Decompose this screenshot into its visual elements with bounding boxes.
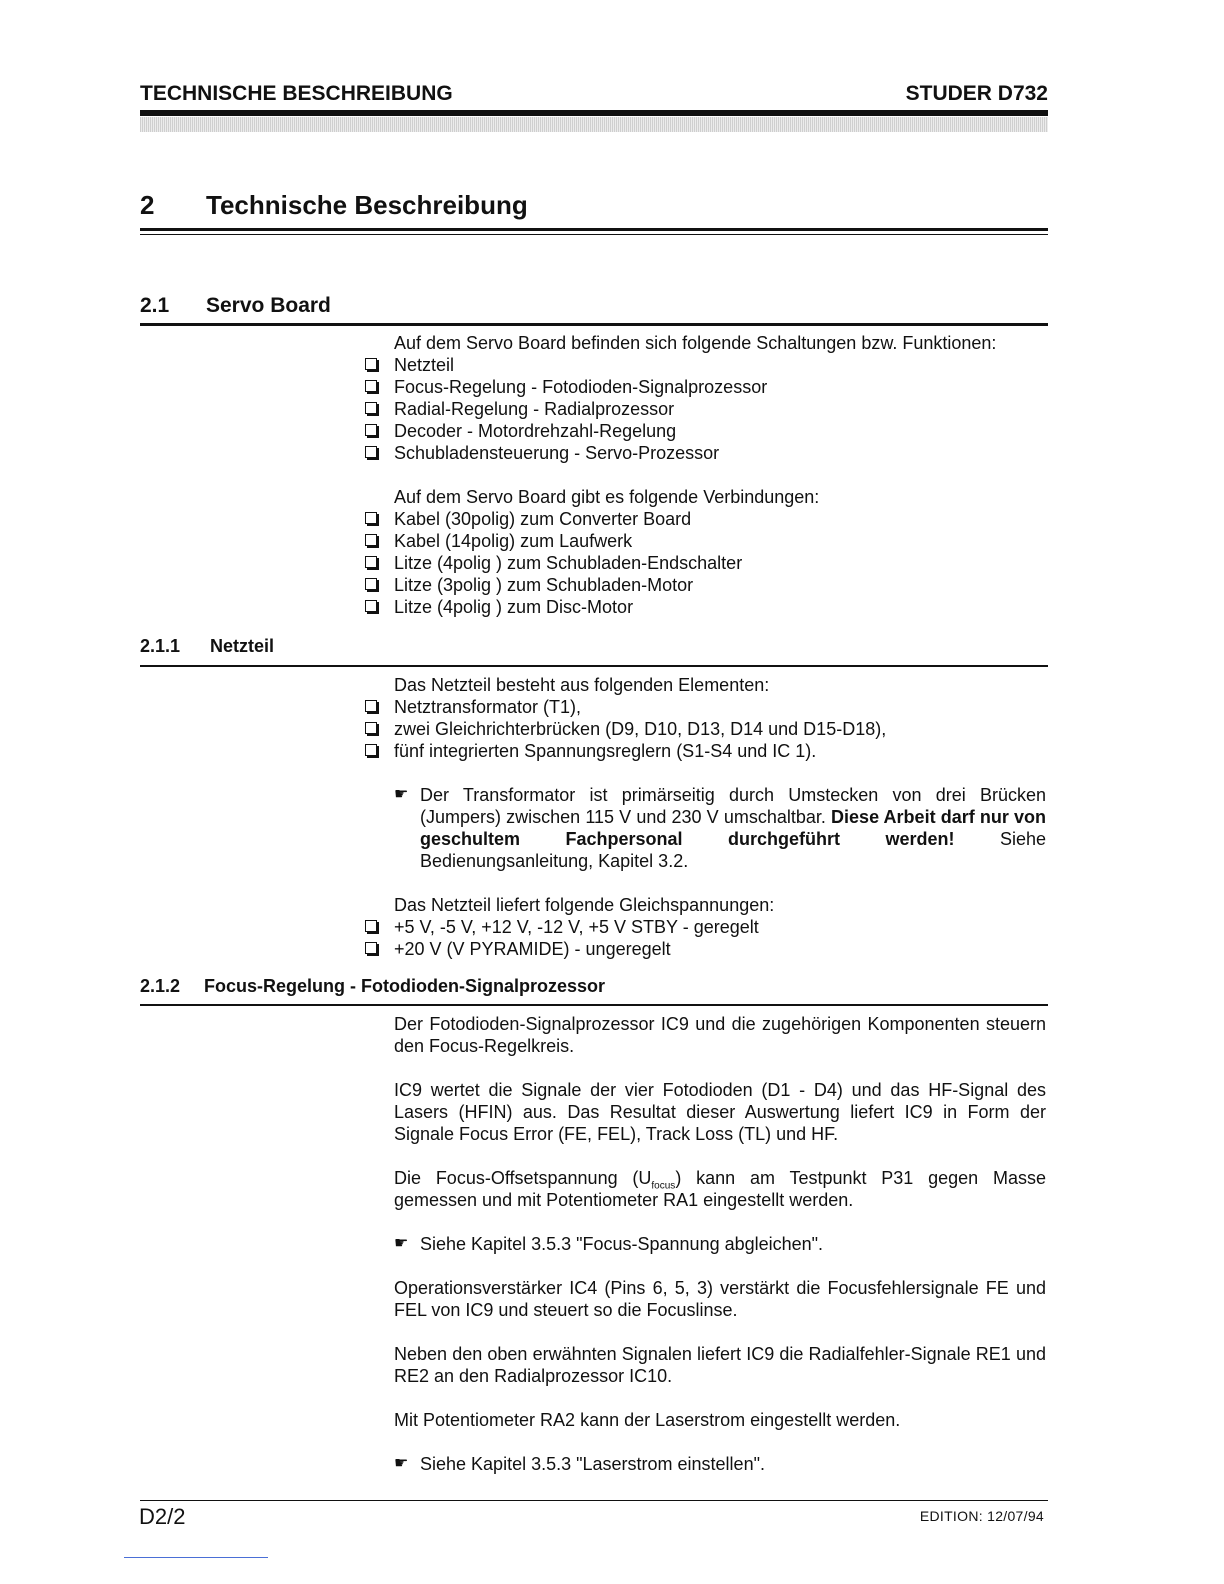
- list-item: Netzteil: [394, 354, 1046, 376]
- connections-intro: Auf dem Servo Board gibt es folgende Verbindungen:: [394, 487, 820, 507]
- pointing-hand-icon: ☛: [394, 1455, 409, 1472]
- list-item: +5 V, -5 V, +12 V, -12 V, +5 V STBY - geregelt: [394, 916, 1046, 938]
- section-number: 2.1.1: [140, 636, 181, 656]
- section-content-2-1-1: [394, 674, 1046, 960]
- paragraph: IC9 wertet die Signale der vier Fotodioden (D1 - D4) und das HF-Signal des Lasers (HFIN) aus. Das Resultat dieser Auswertung liefert IC9 in Form der Signale Focus Error (FE, FEL), Track Loss (TL) und HF.: [394, 1080, 1046, 1144]
- chapter-text: Technische Beschreibung: [206, 190, 528, 220]
- list-item: Focus-Regelung - Fotodioden-Signalprozessor: [394, 376, 1046, 398]
- section-text: Servo Board: [206, 294, 331, 317]
- section-content-2-1-2: [394, 1013, 1046, 1475]
- checkbox-bullet-icon: [365, 380, 377, 392]
- voltages-list: [394, 916, 1046, 960]
- header-title: TECHNISCHE BESCHREIBUNG: [140, 82, 453, 105]
- paragraph: Der Fotodioden-Signalprozessor IC9 und die zugehörigen Komponenten steuern den Focus-Regelkreis.: [394, 1014, 1046, 1056]
- list-item: fünf integrierten Spannungsreglern (S1-S4 und IC 1).: [394, 740, 1046, 762]
- functions-intro: Auf dem Servo Board befinden sich folgende Schaltungen bzw. Funktionen:: [394, 333, 997, 353]
- checkbox-bullet-icon: [365, 744, 377, 756]
- list-item: Kabel (30polig) zum Converter Board: [394, 508, 1046, 530]
- warning-text: Diese Arbeit darf nur von geschultem Fachpersonal durchgeführt werden!: [420, 807, 1047, 849]
- list-item: Netztransformator (T1),: [394, 696, 1046, 718]
- paragraph: Neben den oben erwähnten Signalen liefert IC9 die Radialfehler-Signale RE1 und RE2 an den Radialprozessor IC10.: [394, 1344, 1046, 1386]
- checkbox-bullet-icon: [365, 402, 377, 414]
- pointing-hand-icon: ☛: [394, 1235, 409, 1252]
- header-product: STUDER D732: [905, 82, 1048, 105]
- section-text: Netzteil: [210, 636, 275, 656]
- section-number: 2.1.2: [140, 976, 181, 996]
- list-item: Decoder - Motordrehzahl-Regelung: [394, 420, 1046, 442]
- pointing-hand-icon: ☛: [394, 786, 409, 803]
- chapter-rule-thin: [140, 234, 1048, 235]
- checkbox-bullet-icon: [365, 578, 377, 590]
- subscript: focus: [651, 1180, 676, 1192]
- section-number: 2.1: [140, 294, 170, 317]
- reference-note: ☛ Siehe Kapitel 3.5.3 "Laserstrom einstellen".: [394, 1454, 765, 1474]
- checkbox-bullet-icon: [365, 722, 377, 734]
- paragraph: Operationsverstärker IC4 (Pins 6, 5, 3) verstärkt die Focusfehlersignale FE und FEL von IC9 und steuert so die Focuslinse.: [394, 1278, 1046, 1320]
- footer-rule: [140, 1500, 1048, 1501]
- checkbox-bullet-icon: [365, 700, 377, 712]
- checkbox-bullet-icon: [365, 424, 377, 436]
- list-item: Litze (4polig ) zum Schubladen-Endschalter: [394, 552, 1046, 574]
- checkbox-bullet-icon: [365, 512, 377, 524]
- list-item: Radial-Regelung - Radialprozessor: [394, 398, 1046, 420]
- reference-note: ☛ Siehe Kapitel 3.5.3 "Focus-Spannung abgleichen".: [394, 1234, 824, 1254]
- elements-list: [394, 696, 1046, 762]
- header-band: [140, 117, 1048, 132]
- transformer-note: ☛ Der Transformator ist primärseitig durch Umstecken von drei Brücken (Jumpers) zwischen 115 V und 230 V umschaltbar. Diese Arbeit darf nur von geschultem Fachpersonal durchgeführt werden! Siehe Bedienungsanleitung, Kapitel 3.2.: [394, 785, 1047, 871]
- section-text: Focus-Regelung - Fotodioden-Signalprozessor: [204, 976, 606, 996]
- checkbox-bullet-icon: [365, 942, 377, 954]
- checkbox-bullet-icon: [365, 534, 377, 546]
- running-header: [140, 80, 1048, 108]
- section-content-2-1: [394, 332, 1046, 618]
- list-item: +20 V (V PYRAMIDE) - ungeregelt: [394, 938, 1046, 960]
- checkbox-bullet-icon: [365, 556, 377, 568]
- checkbox-bullet-icon: [365, 600, 377, 612]
- voltages-intro: Das Netzteil liefert folgende Gleichspannungen:: [394, 895, 775, 915]
- checkbox-bullet-icon: [365, 920, 377, 932]
- paragraph: Die Focus-Offsetspannung $(U_{focus})$ kann am Testpunkt P31 gegen Masse gemessen und mit Potentiometer RA1 eingestellt werden.: [394, 1168, 1047, 1210]
- scan-artifact-line: [124, 1557, 268, 1558]
- paragraph: Mit Potentiometer RA2 kann der Laserstrom eingestellt werden.: [394, 1410, 901, 1430]
- section-rule-2-1: [140, 323, 1048, 326]
- page-number: D2/2: [139, 1504, 186, 1529]
- chapter-rule: [140, 228, 1048, 231]
- functions-list: [394, 354, 1046, 464]
- elements-intro: Das Netzteil besteht aus folgenden Elementen:: [394, 675, 770, 695]
- list-item: Litze (3polig ) zum Schubladen-Motor: [394, 574, 1046, 596]
- list-item: Litze (4polig ) zum Disc-Motor: [394, 596, 1046, 618]
- checkbox-bullet-icon: [365, 446, 377, 458]
- section-rule-2-1-1: [140, 665, 1048, 667]
- list-item: Schubladensteuerung - Servo-Prozessor: [394, 442, 1046, 464]
- header-rule: [140, 110, 1048, 116]
- section-rule-2-1-2: [140, 1004, 1048, 1006]
- list-item: Kabel (14polig) zum Laufwerk: [394, 530, 1046, 552]
- chapter-number: 2: [140, 190, 155, 220]
- connections-list: [394, 508, 1046, 618]
- list-item: zwei Gleichrichterbrücken (D9, D10, D13, D14 und D15-D18),: [394, 718, 1046, 740]
- edition-date: EDITION: 12/07/94: [919, 1508, 1044, 1524]
- checkbox-bullet-icon: [365, 358, 377, 370]
